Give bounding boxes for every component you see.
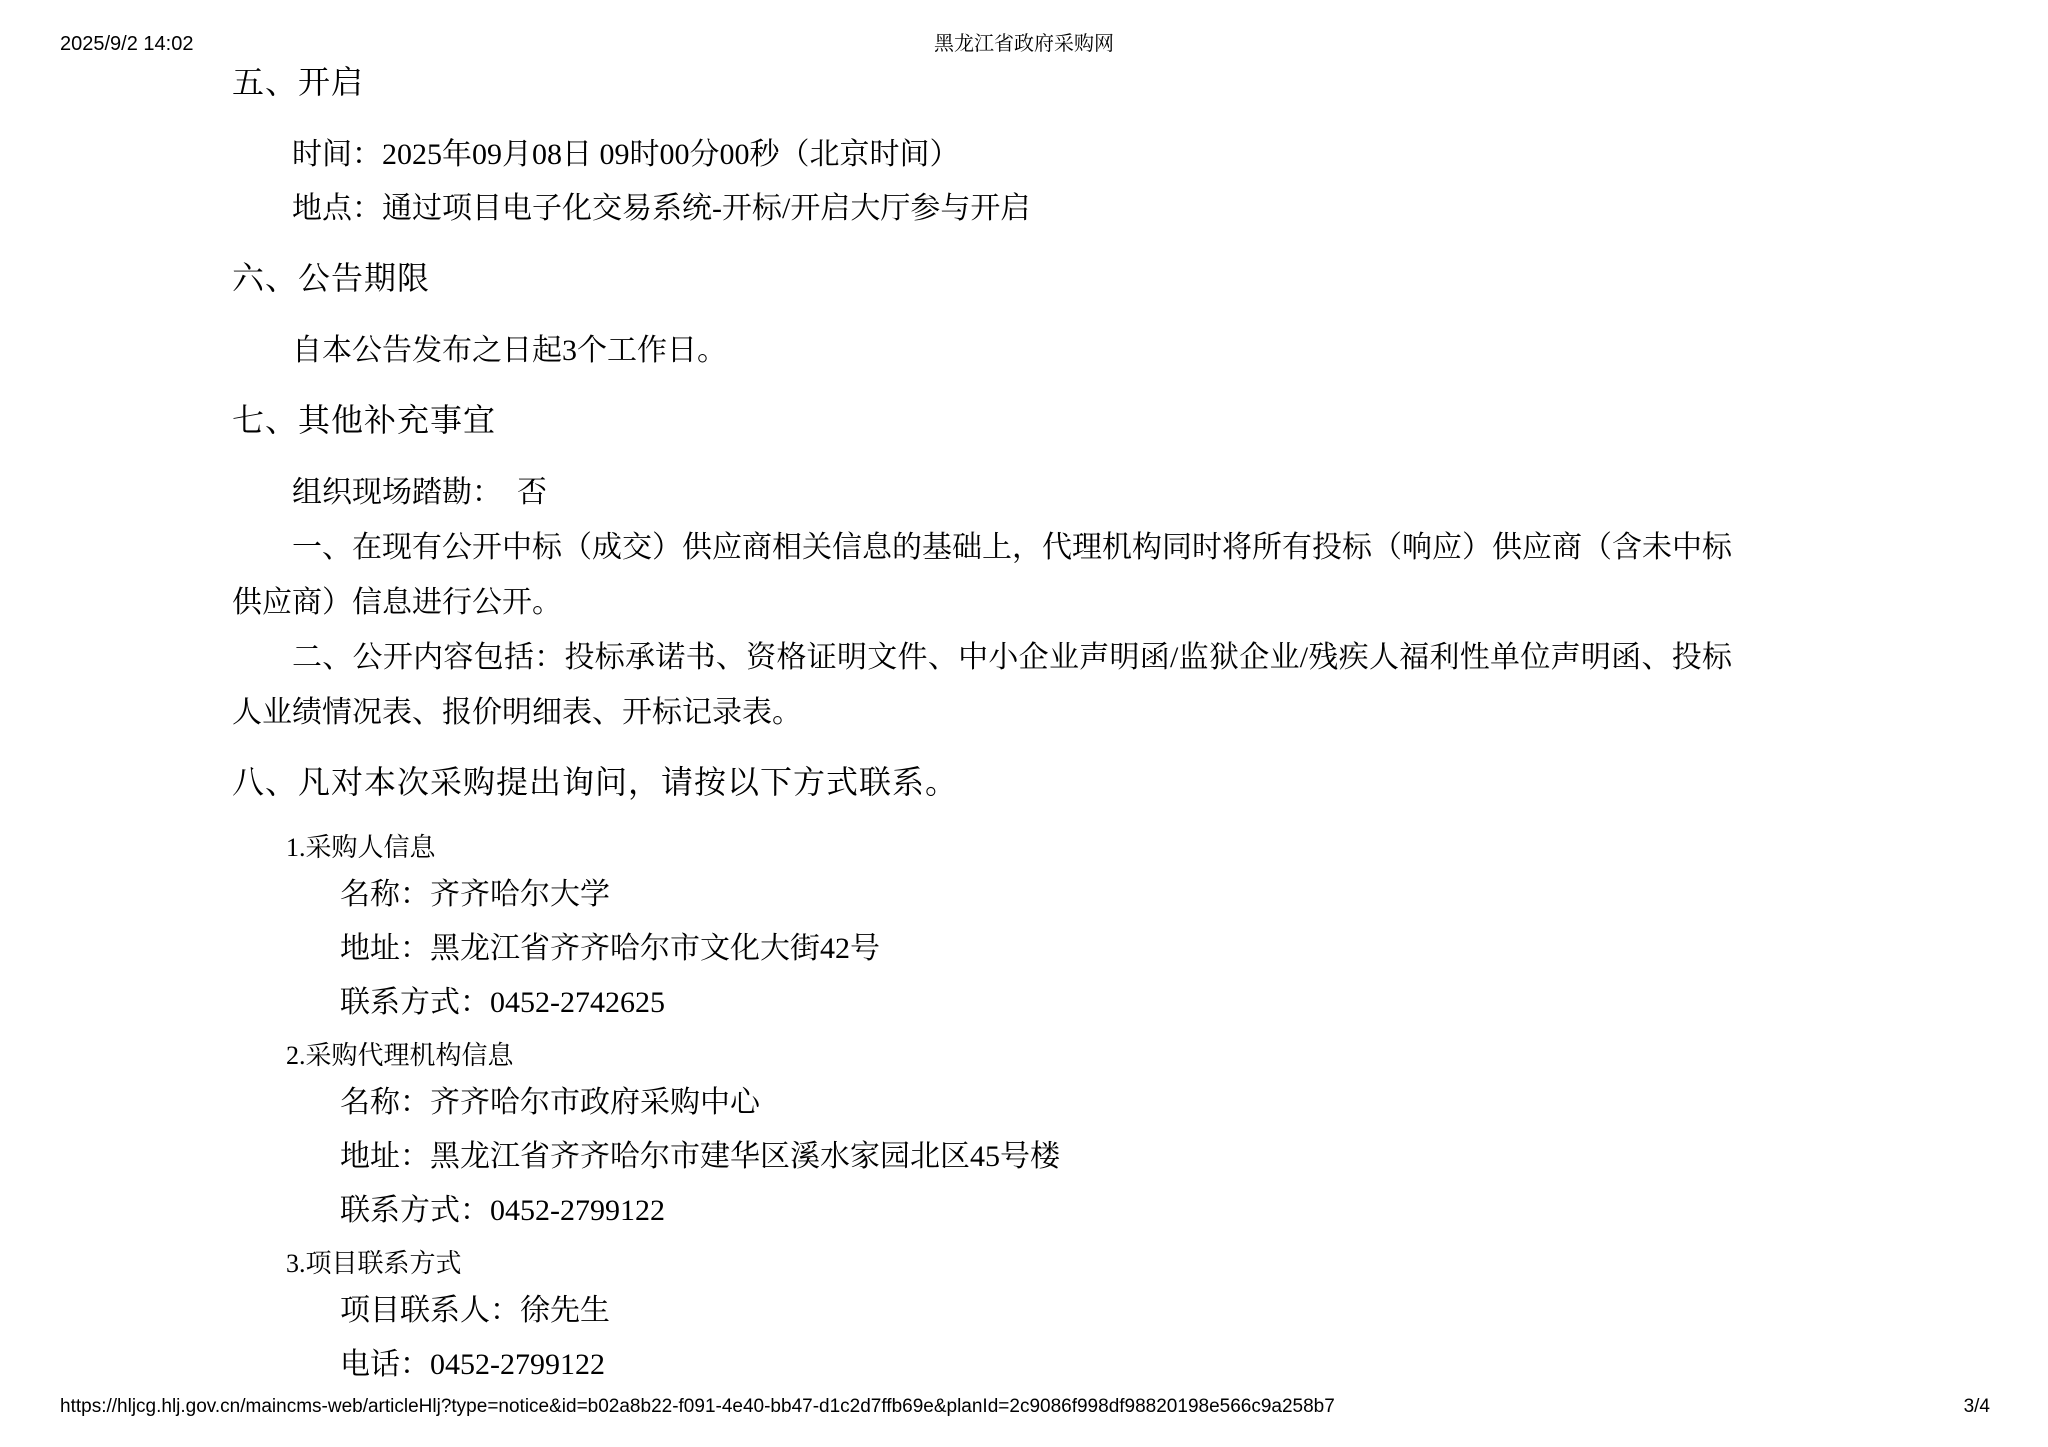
agency-name: 名称：齐齐哈尔市政府采购中心	[340, 1086, 760, 1119]
print-header	[60, 30, 1988, 58]
section-heading-contact: 八、凡对本次采购提出询问，请按以下方式联系。	[232, 764, 959, 800]
page-number: 3/4	[1963, 1396, 1990, 1417]
agency-address: 地址：黑龙江省齐齐哈尔市建华区溪水家园北区45号楼	[340, 1140, 1060, 1173]
open-time-line: 时间：2025年09月08日 09时00分00秒（北京时间）	[292, 138, 960, 171]
agency-info-label: 2.采购代理机构信息	[286, 1041, 514, 1070]
project-contact-person: 项目联系人：徐先生	[340, 1294, 610, 1327]
source-url: https://hljcg.hlj.gov.cn/maincms-web/articleHlj?type=notice&id=b02a8b22-f091-4e40-bb47-d1c2d7ffb69e&planId=2c9086f998df98820198e566c9a258b7	[60, 1396, 1335, 1417]
print-footer	[60, 1395, 1990, 1419]
agency-contact: 联系方式：0452-2799122	[340, 1194, 665, 1227]
project-contact-phone: 电话：0452-2799122	[340, 1348, 605, 1381]
purchaser-contact: 联系方式：0452-2742625	[340, 986, 665, 1019]
section-heading-supplementary: 七、其他补充事宜	[232, 402, 497, 438]
supplementary-paragraph-1: 一、在现有公开中标（成交）供应商相关信息的基础上，代理机构同时将所有投标（响应）供应商（含未中标供应商）信息进行公开。	[232, 531, 1732, 619]
print-datetime: 2025/9/2 14:02	[60, 33, 194, 55]
notice-body	[232, 60, 1732, 1392]
project-contact-label: 3.项目联系方式	[286, 1249, 462, 1278]
open-place-line: 地点：通过项目电子化交易系统-开标/开启大厅参与开启	[292, 192, 1031, 225]
announcement-period-line: 自本公告发布之日起3个工作日。	[292, 334, 727, 367]
purchaser-info-label: 1.采购人信息	[286, 833, 436, 862]
section-heading-open: 五、开启	[232, 64, 365, 100]
section-heading-announcement-period: 六、公告期限	[232, 260, 431, 296]
supplementary-paragraph-2: 二、公开内容包括：投标承诺书、资格证明文件、中小企业声明函/监狱企业/残疾人福利性单位声明函、投标人业绩情况表、报价明细表、开标记录表。	[232, 641, 1732, 729]
purchaser-address: 地址：黑龙江省齐齐哈尔市文化大街42号	[340, 932, 880, 965]
site-survey-line: 组织现场踏勘： 否	[292, 476, 547, 509]
site-title: 黑龙江省政府采购网	[934, 33, 1114, 55]
purchaser-name: 名称：齐齐哈尔大学	[340, 878, 610, 911]
